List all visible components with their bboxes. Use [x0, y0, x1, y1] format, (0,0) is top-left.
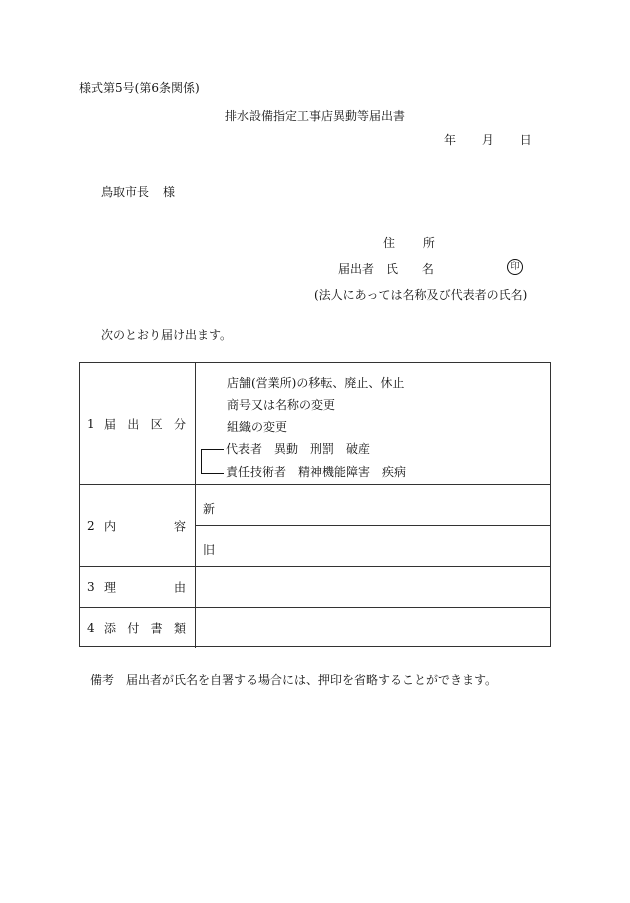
- option-relocation[interactable]: 店舗(営業所)の移転、廃止、休止: [227, 376, 405, 390]
- table-row-attachments: [80, 608, 550, 648]
- label-char: 付: [127, 621, 140, 636]
- label-char: 容: [173, 519, 186, 533]
- corporate-note: (法人にあっては名称及び代表者の氏名): [314, 288, 528, 302]
- option-bracket: [201, 449, 224, 474]
- content-label-cell: [80, 485, 196, 566]
- option-technician[interactable]: 責任技術者 精神機能障害 疾病: [226, 465, 407, 479]
- attachments-field-cell[interactable]: [196, 608, 550, 648]
- option-representative[interactable]: 代表者 異動 刑罰 破産: [226, 442, 371, 456]
- option-name-change[interactable]: 商号又は名称の変更: [227, 398, 336, 412]
- addressee-honorific: 様: [163, 185, 176, 199]
- category-options-cell[interactable]: [196, 363, 550, 484]
- submitter-role-label: 届出者: [338, 262, 375, 276]
- row-number: 3: [87, 580, 95, 594]
- label-char: 理: [104, 580, 117, 595]
- new-label: 新: [203, 502, 216, 516]
- reason-label: [104, 579, 186, 596]
- label-char: 出: [127, 417, 140, 431]
- label-char: 類: [173, 621, 186, 636]
- label-char: 分: [173, 417, 186, 431]
- label-char: 区: [150, 417, 163, 431]
- document-title: 排水設備指定工事店異動等届出書: [224, 109, 405, 123]
- remark-label: 備考: [90, 673, 115, 687]
- content-divider: [196, 525, 550, 526]
- label-char: 内: [104, 519, 117, 533]
- category-label-cell: [80, 363, 196, 484]
- remark-text: 届出者が氏名を自署する場合には、押印を省略することができます。: [126, 673, 498, 687]
- table-row-content: [80, 485, 550, 567]
- intro-text: 次のとおり届け出ます。: [101, 328, 233, 342]
- label-char: 由: [173, 580, 186, 595]
- row-number: 1: [87, 416, 95, 431]
- attachments-label: [104, 620, 186, 637]
- addressee: [101, 186, 175, 198]
- reason-field-cell[interactable]: [196, 567, 550, 607]
- date-line: [444, 134, 532, 146]
- date-year-label: 年: [444, 133, 457, 147]
- option-organization-change[interactable]: 組織の変更: [227, 420, 288, 434]
- content-label: [104, 517, 186, 534]
- notification-table: [79, 362, 551, 647]
- address-label: 住 所: [383, 236, 447, 250]
- category-label: [104, 415, 186, 432]
- date-day-label: 日: [519, 133, 532, 147]
- attachments-label-cell: [80, 608, 196, 648]
- old-label: 旧: [203, 543, 216, 557]
- table-row-reason: [80, 567, 550, 608]
- label-char: 書: [150, 621, 163, 636]
- label-char: 添: [104, 621, 117, 636]
- label-char: 届: [104, 417, 117, 431]
- content-field-cell[interactable]: [196, 485, 550, 566]
- form-number: 様式第5号(第6条関係): [79, 81, 200, 95]
- row-number: 2: [87, 518, 95, 533]
- submitter-line: [338, 263, 444, 275]
- seal-mark: 印: [507, 259, 523, 275]
- date-month-label: 月: [481, 133, 494, 147]
- addressee-name: 鳥取市長: [101, 185, 150, 199]
- remark: [90, 674, 497, 686]
- submitter-name-label: 氏 名: [386, 262, 444, 276]
- row-number: 4: [87, 621, 95, 635]
- reason-label-cell: [80, 567, 196, 607]
- table-row-category: [80, 363, 550, 485]
